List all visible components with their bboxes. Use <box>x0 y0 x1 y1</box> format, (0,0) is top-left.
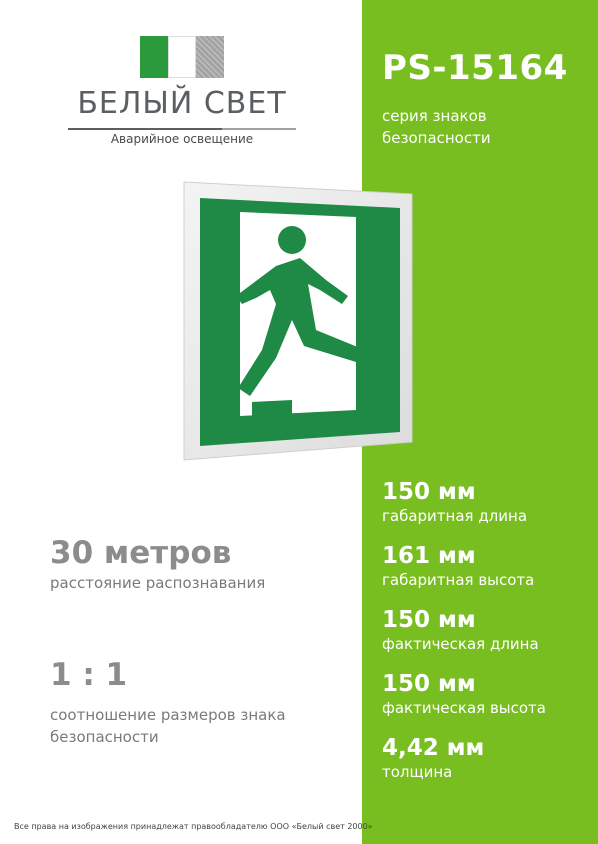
spec-label: фактическая длина <box>382 635 539 653</box>
emergency-exit-icon <box>180 180 416 462</box>
ratio-label-line-1: соотношение размеров знака <box>50 706 286 724</box>
series-line-2: безопасности <box>382 129 491 147</box>
spec-list <box>382 478 592 798</box>
spec-label: толщина <box>382 763 453 781</box>
exit-sign-image <box>180 180 416 462</box>
brand-logo <box>68 36 296 146</box>
ratio-block <box>50 656 286 748</box>
product-series <box>382 105 582 149</box>
spec-value: 150 мм <box>382 607 476 633</box>
spec-value: 161 мм <box>382 543 476 569</box>
spec-item <box>382 478 592 542</box>
spec-value: 150 мм <box>382 479 476 505</box>
logo-underline-accent <box>222 128 296 130</box>
distance-value: 30 метров <box>50 535 232 571</box>
brand-name: БЕЛЫЙ СВЕТ <box>77 86 287 121</box>
spec-value: 150 мм <box>382 671 476 697</box>
spec-item <box>382 606 592 670</box>
spec-label: фактическая высота <box>382 699 546 717</box>
spec-label: габаритная длина <box>382 507 528 525</box>
spec-item <box>382 670 592 734</box>
distance-label: расстояние распознавания <box>50 574 266 592</box>
series-line-1: серия знаков <box>382 107 487 125</box>
ratio-label-line-2: безопасности <box>50 728 159 746</box>
product-sku: PS-15164 <box>382 48 568 88</box>
spec-label: габаритная высота <box>382 571 535 589</box>
spec-value: 4,42 мм <box>382 735 485 761</box>
distance-block <box>50 534 265 594</box>
copyright-footer: Все права на изображения принадлежат правообладателю ООО «Белый свет 2000» <box>14 822 373 831</box>
ratio-value: 1 : 1 <box>50 657 128 693</box>
spec-item <box>382 734 592 798</box>
brand-tagline: Аварийное освещение <box>110 132 254 146</box>
spec-item <box>382 542 592 606</box>
logo-flag-icon <box>140 36 224 78</box>
